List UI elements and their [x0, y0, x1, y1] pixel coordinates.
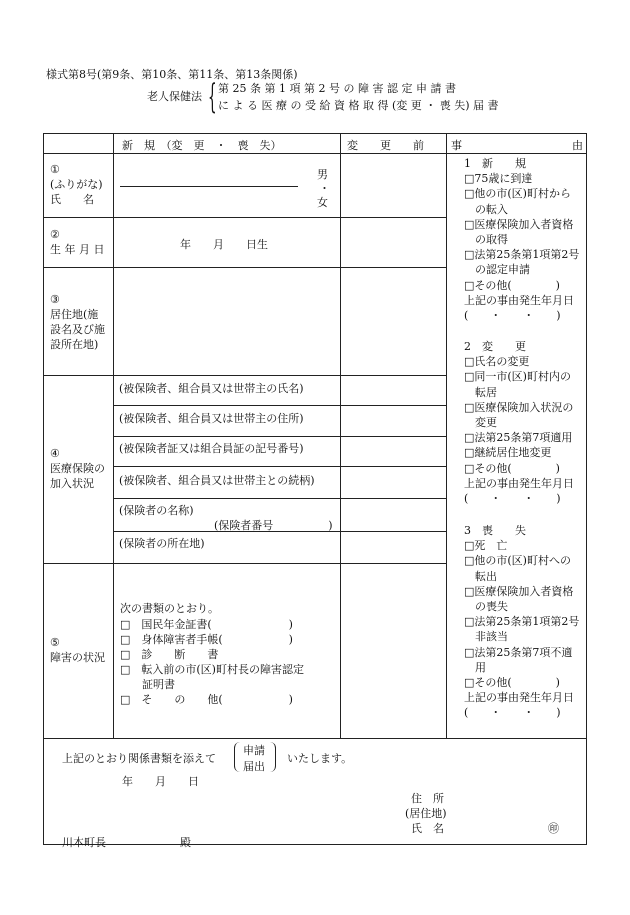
insurance-insured-name: (被保険者、組合員又は世帯主の氏名): [119, 382, 304, 395]
reason-art25-7[interactable]: □法第25条第7項適用: [464, 431, 573, 445]
honorific: 殿: [180, 836, 191, 849]
applicant-address-label: 住 所: [411, 792, 444, 805]
header-before-change: 変 更 前: [347, 139, 424, 152]
reason-age-75[interactable]: □75歳に到達: [464, 172, 533, 186]
reason-move-in[interactable]: □他の市(区)町村から: [464, 187, 571, 201]
reason-move-in-cont: の転入: [464, 202, 508, 216]
mayor-title: 川本町長: [62, 836, 106, 849]
reason-new-heading: 1 新 規: [464, 157, 526, 170]
reason-loss-date-label: 上記の事由発生年月日: [464, 691, 574, 705]
reason-new-date[interactable]: ( ・ ・ ): [464, 309, 561, 323]
reason-move-out-cont: 転出: [464, 569, 497, 583]
disability-label: ⑤ 障害の状況: [50, 636, 105, 664]
address-label: ③ 居住地(施 設名及び施 設所在地): [50, 293, 105, 351]
style-number: 様式第8号(第9条、第10条、第11条、第13条関係): [46, 68, 298, 81]
title-line1: 第 25 条 第 1 項 第 2 号 の 障 害 認 定 申 請 書: [218, 82, 456, 95]
reason-change-date[interactable]: ( ・ ・ ): [464, 492, 561, 506]
reason-move-within[interactable]: □同一市(区)町村内の: [464, 370, 571, 384]
reason-insurance-loss[interactable]: □医療保険加入者資格: [464, 584, 574, 598]
disability-intro: 次の書類のとおり。: [120, 602, 219, 615]
submission-date[interactable]: 年 月 日: [122, 775, 199, 788]
reason-name-change[interactable]: □氏名の変更: [464, 355, 530, 369]
birth-label: ② 生 年 月 日: [50, 228, 105, 256]
reason-new-other[interactable]: □その他( ): [464, 278, 560, 292]
reason-change-heading: 2 変 更: [464, 340, 526, 353]
reason-move-within-cont: 転居: [464, 385, 497, 399]
name-underline: [120, 186, 298, 187]
header-reason-right: 由: [572, 139, 583, 152]
reason-insurance-loss-cont: の喪失: [464, 600, 508, 614]
reason-change-other[interactable]: □その他( ): [464, 461, 560, 475]
reason-art25-apply-cont: の認定申請: [464, 263, 530, 277]
reason-art25-7-nonapply[interactable]: □法第25条第7項不適: [464, 645, 573, 659]
left-brace: {: [208, 77, 217, 117]
header-reason-left: 事: [451, 139, 462, 152]
applicant-name-label: 氏 名: [411, 822, 444, 835]
doc-other[interactable]: □ そ の 他( ): [120, 693, 293, 706]
title-line2: に よ る 医 療 の 受 給 資 格 取 得 (変 更 ・ 喪 失) 届 書: [218, 99, 499, 112]
insurance-card-number: (被保険者証又は組合員証の記号番号): [119, 442, 304, 455]
name-label: ① (ふりがな) 氏 名: [50, 163, 103, 206]
law-prefix: 老人保健法: [147, 90, 202, 103]
reason-insurance-change-cont: 変更: [464, 416, 497, 430]
reason-continued-residence[interactable]: □継続居住地変更: [464, 446, 552, 460]
birth-date: 年 月 日生: [180, 238, 268, 251]
reason-loss-date[interactable]: ( ・ ・ ): [464, 706, 561, 720]
sex-female[interactable]: 女: [317, 196, 328, 209]
insurer-location: (保険者の所在地): [119, 537, 205, 550]
reason-insurance-change[interactable]: □医療保険加入状況の: [464, 400, 574, 414]
reason-new-list: [464, 156, 586, 323]
header-new: 新 規 （変 更 ・ 喪 失）: [122, 139, 282, 152]
reason-change-date-label: 上記の事由発生年月日: [464, 476, 574, 490]
reason-art25-nonapplicable[interactable]: □法第25条第1項第2号: [464, 615, 580, 629]
reason-insurance-acquire-cont: の取得: [464, 233, 508, 247]
insurer-name: (保険者の名称): [119, 504, 194, 517]
sex-male[interactable]: 男: [317, 168, 328, 181]
doc-pension-certificate[interactable]: □ 国民年金証書( ): [120, 618, 293, 631]
reason-art25-apply[interactable]: □法第25条第1項第2号: [464, 248, 580, 262]
reason-loss-list: [464, 523, 586, 721]
insurer-number: (保険者番号 ): [214, 519, 333, 532]
reason-loss-other[interactable]: □その他( ): [464, 676, 560, 690]
insurance-label: ④ 医療保険の 加入状況: [50, 447, 105, 490]
applicant-residence-label: (居住地): [405, 807, 447, 820]
reason-loss-heading: 3 喪 失: [464, 524, 526, 537]
insurance-relationship: (被保険者、組合員又は世帯主との続柄): [119, 474, 315, 487]
reason-insurance-acquire[interactable]: □医療保険加入者資格: [464, 217, 574, 231]
reason-art25-7-nonapply-cont: 用: [464, 660, 486, 674]
doc-transfer-certificate-cont: 証明書: [120, 678, 175, 691]
statement-post: いたします。: [287, 752, 353, 765]
doc-disability-handbook[interactable]: □ 身体障害者手帳( ): [120, 633, 293, 646]
doc-transfer-certificate[interactable]: □ 転入前の市(区)町村長の障害認定: [120, 663, 304, 676]
insurance-insured-address: (被保険者、組合員又は世帯主の住所): [119, 412, 304, 425]
seal-mark: ㊞: [548, 822, 559, 835]
option-apply[interactable]: 申請: [243, 744, 265, 757]
reason-new-date-label: 上記の事由発生年月日: [464, 293, 574, 307]
option-notify[interactable]: 届出: [243, 760, 265, 773]
reason-death[interactable]: □死 亡: [464, 539, 508, 553]
sex-dot: ・: [319, 182, 330, 195]
reason-change-list: [464, 339, 586, 506]
statement-pre: 上記のとおり関係書類を添えて: [62, 752, 216, 765]
reason-move-out[interactable]: □他の市(区)町村への: [464, 554, 571, 568]
reason-art25-nonapplicable-cont: 非該当: [464, 630, 508, 644]
doc-medical-certificate[interactable]: □ 診 断 書: [120, 648, 219, 661]
